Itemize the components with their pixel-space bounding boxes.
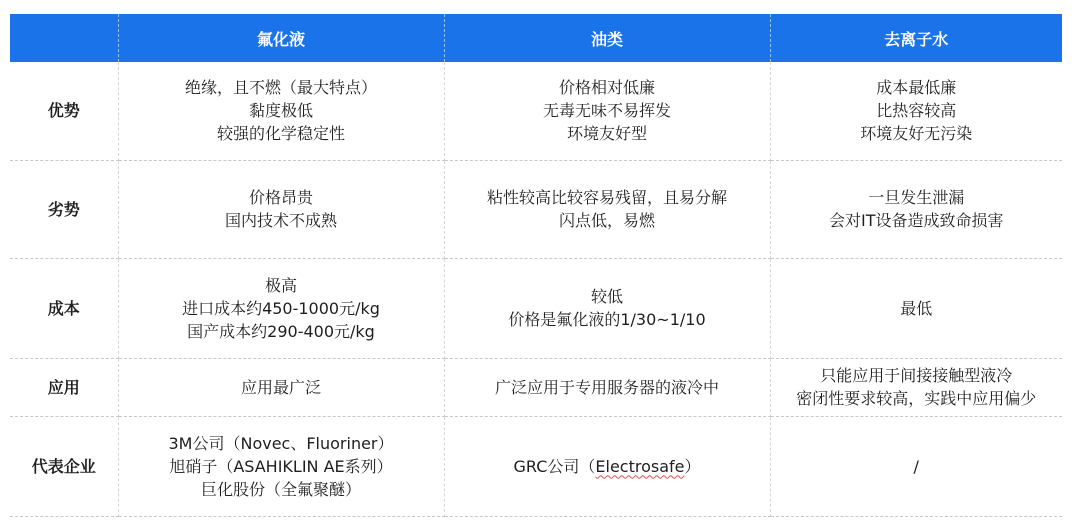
cell-fluorinated-application	[118, 358, 444, 416]
cell-line: 环境友好无污染	[860, 124, 973, 144]
cell-line: 价格昂贵	[248, 188, 313, 207]
cell-line: 较强的化学稳定性	[216, 124, 345, 144]
cell-line: 国产成本约290-400元/kg	[187, 321, 375, 341]
cell-line: 价格是氟化液的1/30~1/10	[508, 310, 706, 329]
company-prefix: GRC公司（	[513, 456, 596, 476]
cell-line: 粘性较高比较容易残留，且易分解	[486, 188, 727, 207]
cell-line: 最低	[900, 298, 933, 318]
cell-fluorinated-cost	[118, 258, 444, 358]
cell-oils-application	[444, 358, 770, 416]
table-row-disadvantages	[10, 160, 1062, 258]
cell-line: 绝缘，且不燃（最大特点）	[184, 78, 377, 98]
cell-line: 价格相对低廉	[558, 78, 655, 98]
company-product-word: Electrosafe	[595, 456, 685, 476]
header-fluorinated-liquid: 氟化液	[118, 14, 444, 62]
cell-water-advantages	[770, 62, 1062, 160]
cell-line: 成本最低廉	[876, 78, 957, 98]
cell-line: 旭硝子（ASAHIKLIN AE系列）	[169, 456, 393, 476]
cell-oils-companies	[444, 416, 770, 516]
table-row-cost	[10, 258, 1062, 358]
cell-line: 进口成本约450-1000元/kg	[182, 298, 380, 318]
cell-water-companies	[770, 416, 1062, 516]
comparison-table	[10, 14, 1062, 517]
header-row	[10, 14, 1062, 62]
cell-line: 3M公司（Novec、Fluoriner）	[168, 433, 394, 453]
cell-oils-cost	[444, 258, 770, 358]
table-row-representative-companies	[10, 416, 1062, 516]
cell-line: 国内技术不成熟	[224, 211, 337, 230]
cell-line: 密闭性要求较高，实践中应用偏少	[796, 389, 1037, 408]
cell-line: 只能应用于间接接触型液冷	[820, 366, 1013, 385]
cell-fluorinated-disadvantages	[118, 160, 444, 258]
header-corner	[10, 14, 118, 62]
header-deionized-water: 去离子水	[770, 14, 1062, 62]
table-row-application	[10, 358, 1062, 416]
cell-fluorinated-advantages	[118, 62, 444, 160]
row-label: 优势	[10, 62, 118, 160]
cell-line: 应用最广泛	[240, 377, 321, 397]
row-label: 代表企业	[10, 416, 118, 516]
cell-oils-disadvantages	[444, 160, 770, 258]
cell-line: 广泛应用于专用服务器的液冷中	[494, 377, 719, 397]
table-row-advantages	[10, 62, 1062, 160]
cell-line: 闪点低，易燃	[558, 211, 655, 230]
cell-fluorinated-companies	[118, 416, 444, 516]
cell-oils-advantages	[444, 62, 770, 160]
cell-water-disadvantages	[770, 160, 1062, 258]
cell-line: 一旦发生泄漏	[868, 188, 965, 207]
header-oils: 油类	[444, 14, 770, 62]
cell-line	[449, 455, 766, 478]
cell-line: 较低	[590, 287, 623, 306]
cell-line: 会对IT设备造成致命损害	[829, 211, 1004, 230]
row-label: 应用	[10, 358, 118, 416]
cell-line: 黏度极低	[248, 101, 313, 121]
cell-line: 无毒无味不易挥发	[542, 101, 671, 121]
cell-line: 极高	[264, 275, 297, 295]
company-suffix: ）	[684, 456, 701, 476]
cell-line: 比热容较高	[876, 101, 957, 121]
cell-line: /	[913, 456, 919, 476]
row-label: 劣势	[10, 160, 118, 258]
cell-line: 巨化股份（全氟聚醚）	[200, 479, 361, 499]
row-label: 成本	[10, 258, 118, 358]
cell-water-cost	[770, 258, 1062, 358]
comparison-table-container	[10, 14, 1062, 517]
cell-water-application	[770, 358, 1062, 416]
cell-line: 环境友好型	[566, 124, 647, 144]
